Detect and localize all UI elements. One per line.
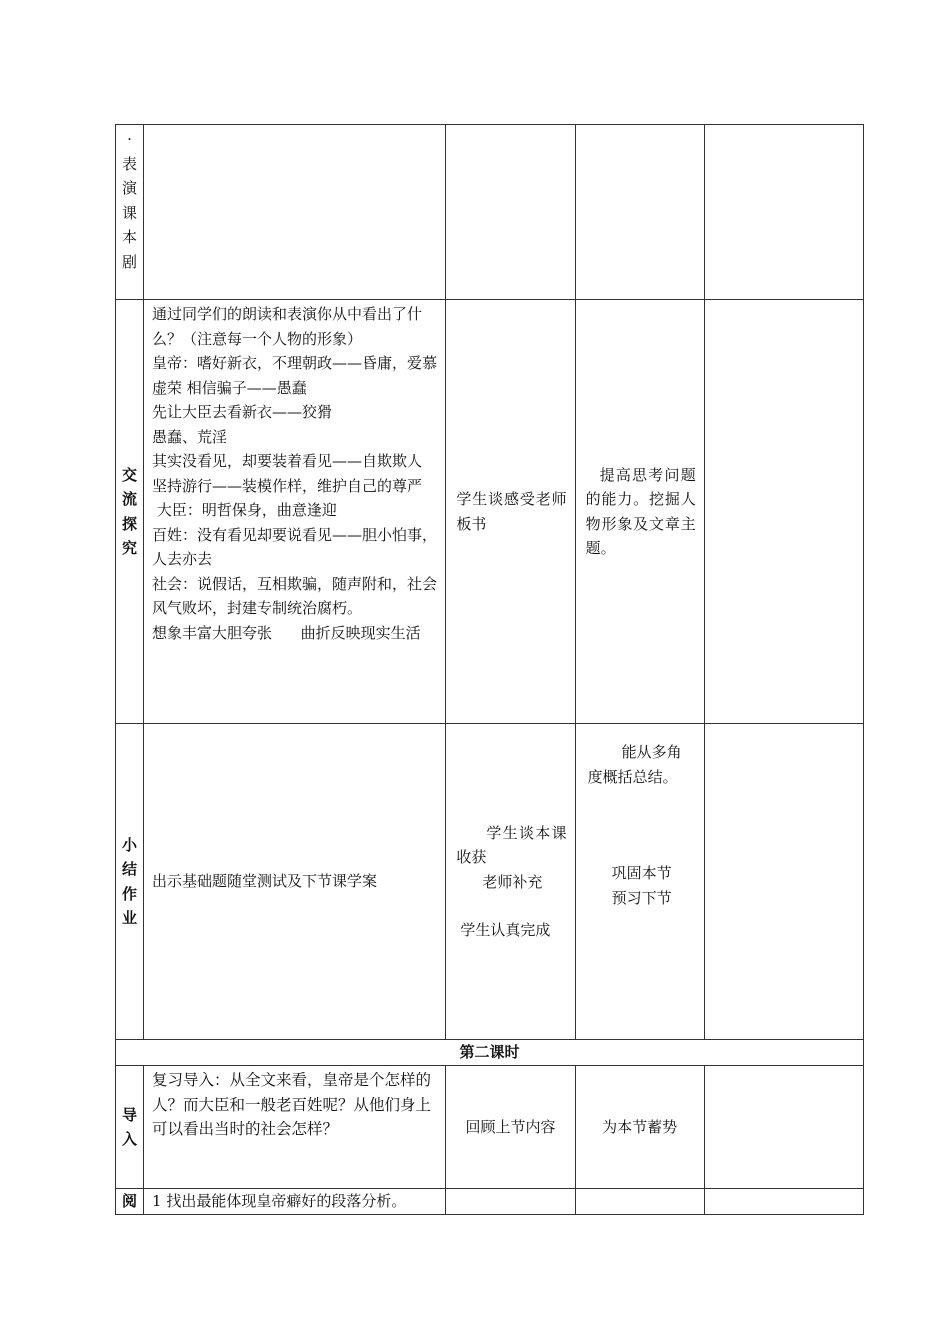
content-cell-perform	[144, 125, 446, 300]
summary-student-line-3: 学生认真完成	[460, 921, 551, 939]
row-read	[116, 1189, 864, 1215]
discuss-student-activity: 学生谈感受老师板书	[456, 490, 567, 533]
lesson-plan-table	[115, 124, 864, 1215]
section-title: 第二课时	[116, 1040, 864, 1066]
discuss-line: 社会：说假话，互相欺骗，随声附和，社会风气败坏，封建专制统治腐朽。	[152, 574, 438, 617]
summary-student-line-1: 学生谈本课收获	[456, 823, 567, 866]
notes-cell-summary	[704, 724, 863, 1040]
intent-cell-perform	[575, 125, 704, 300]
content-cell-summary	[144, 724, 446, 1040]
stage-label-read: 阅	[116, 1189, 144, 1215]
summary-design-intent	[576, 724, 704, 910]
discuss-line: 愚蠢、荒淫	[152, 427, 228, 446]
summary-intent-line-3: 预习下节	[611, 888, 672, 907]
notes-cell-read	[704, 1189, 863, 1215]
discuss-line: 其实没看见，却要装着看见——自欺欺人	[152, 452, 423, 470]
notes-cell-intro	[704, 1066, 863, 1189]
content-cell-discuss	[144, 300, 446, 724]
content-cell-intro	[144, 1066, 446, 1189]
discuss-line: 通过同学们的朗读和表演你从中看出了什么？（注意每一个人物的形象）	[152, 305, 423, 348]
discuss-content	[144, 300, 445, 645]
row-perform	[116, 125, 864, 300]
student-cell-intro	[446, 1066, 575, 1189]
intro-design-intent: 为本节蓄势	[602, 1117, 678, 1136]
discuss-line: 坚持游行——装模作样，维护自己的尊严	[152, 476, 423, 495]
discuss-line: 先让大臣去看新衣——狡猾	[152, 403, 333, 421]
student-cell-perform	[446, 125, 575, 300]
intent-cell-intro	[575, 1066, 704, 1189]
intent-cell-read	[575, 1189, 704, 1215]
summary-student-activity	[446, 821, 574, 943]
intro-content: 复习导入：从全文来看，皇帝是个怎样的人？而大臣和一般老百姓呢？从他们身上可以看出当时的社会怎样？	[152, 1071, 432, 1138]
intro-student-activity: 回顾上节内容	[465, 1117, 556, 1136]
notes-cell-discuss	[704, 300, 863, 724]
stage-label-intro: 导入	[116, 1066, 144, 1189]
student-cell-summary	[446, 724, 575, 1040]
row-summary	[116, 724, 864, 1040]
student-cell-discuss	[446, 300, 575, 724]
summary-content: 出示基础题随堂测试及下节课学案	[152, 872, 378, 891]
discuss-line: 大臣：明哲保身，曲意逢迎	[152, 501, 337, 519]
row-section-title	[116, 1040, 864, 1066]
row-discuss	[116, 300, 864, 724]
content-cell-read	[144, 1189, 446, 1215]
stage-label-discuss: 交流探究	[116, 300, 144, 724]
lesson-plan-table-frame	[115, 124, 864, 1215]
discuss-line: 想象丰富大胆夸张 曲折反映现实生活	[152, 623, 421, 642]
read-content: 1 找出最能体现皇帝癖好的段落分析。	[152, 1192, 407, 1211]
discuss-design-intent: 提高思考问题的能力。挖掘人物形象及文章主题。	[585, 465, 696, 557]
summary-student-line-2: 老师补充	[482, 872, 543, 891]
intent-cell-summary	[575, 724, 704, 1040]
row-intro	[116, 1066, 864, 1189]
discuss-line: 皇帝：嗜好新衣，不理朝政——昏庸，爱慕虚荣 相信骗子——愚蠢	[152, 354, 438, 397]
summary-intent-line-2: 巩固本节	[611, 864, 672, 882]
stage-label-summary: 小结作业	[116, 724, 144, 1040]
intent-cell-discuss	[575, 300, 704, 724]
stage-label-perform: ·表演课本剧	[116, 125, 144, 300]
summary-intent-line-1: 能从多角度概括总结。	[587, 743, 682, 786]
notes-cell-perform	[704, 125, 863, 300]
student-cell-read	[446, 1189, 575, 1215]
discuss-line: 百姓：没有看见却要说看见——胆小怕事，人去亦去	[152, 525, 438, 568]
